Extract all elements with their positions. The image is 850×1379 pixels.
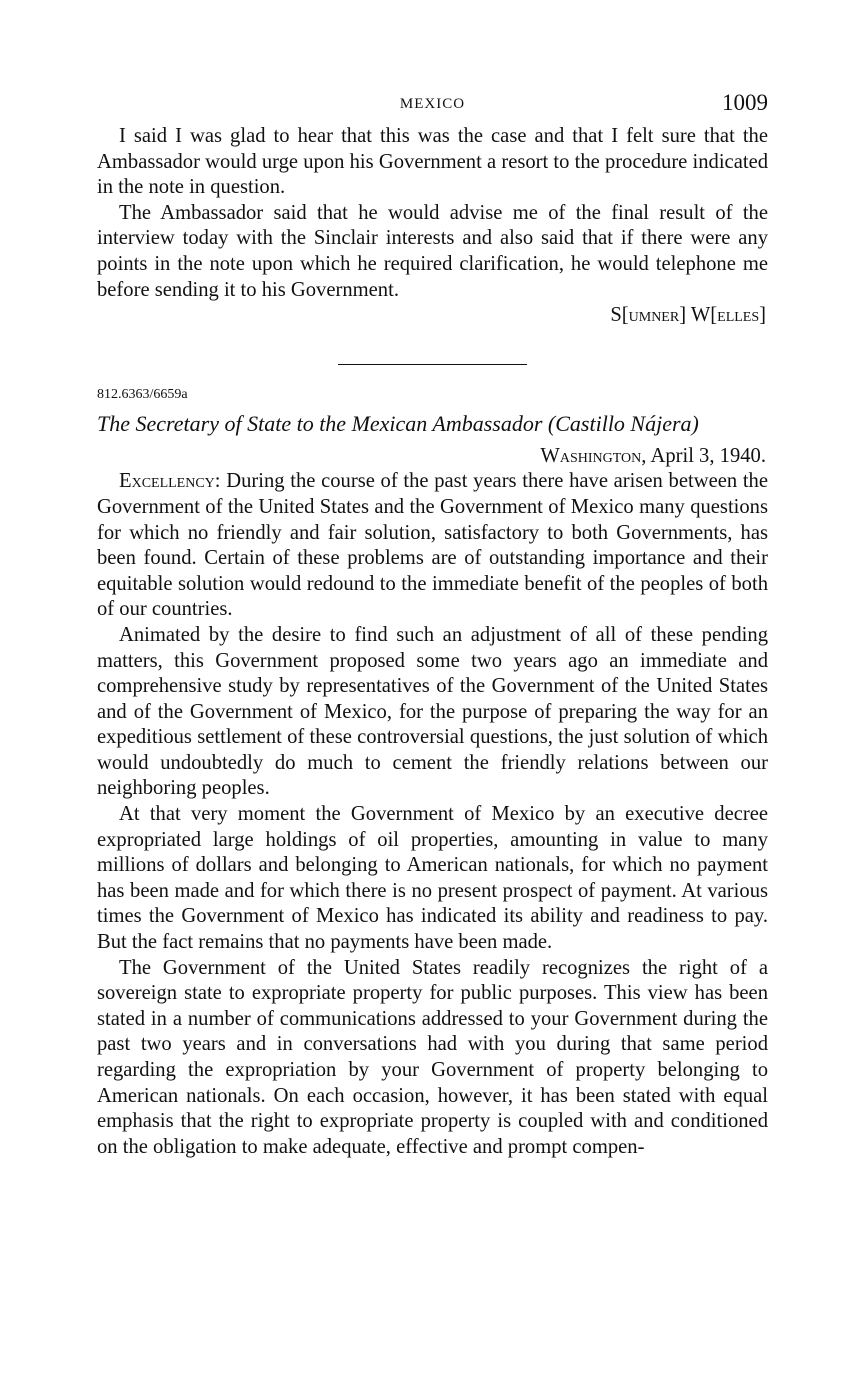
- letter-paragraph: Animated by the desire to find such an adjustment of all of these pending matters, this Government proposed some two years ago an immediate and comprehensive study by representatives of the Government of the United States and of the Government of Mexico, for the purpose of preparing the way for an expeditious settlement of these controversial questions, the just solution of which would undoubtedly do much to cement the friendly relations between our neighboring peoples.: [97, 623, 768, 800]
- signature-initial: W: [690, 304, 711, 327]
- page-number: 1009: [722, 90, 768, 115]
- letter-paragraph-text: During the course of the past years there have arisen between the Government of the United States and the Government of Mexico many questions for which no friendly and fair solution, satisfactory to both Governments, has been found. Certain of these problems are of outstanding importance and their equitable solution would redound to the immediate benefit of the peoples of both of our countries.: [97, 470, 768, 621]
- letter-paragraph: At that very moment the Government of Mexico by an executive decree expropriated large holdings of oil properties, amounting in value to many millions of dollars and belonging to American nationals, for which no payment has been made and for which there is no present prospect of payment. At various times the Government of Mexico has indicated its ability and readiness to pay. But the fact remains that no payments have been made.: [97, 803, 768, 954]
- running-title: MEXICO: [399, 96, 466, 112]
- document-page: [97, 88, 768, 1160]
- document-title: The Secretary of State to the Mexican Ambassador (Castillo Nájera): [97, 410, 699, 436]
- continuation-paragraph: The Ambassador said that he would advise me of the final result of the interview today with the Sinclair interests and also said that if there were any points in the note upon which he required clarification, he would telephone me before sending it to his Government.: [97, 201, 768, 301]
- section-divider: [338, 364, 527, 365]
- signature: S[umner] W[elles]: [610, 304, 766, 327]
- dateline: [97, 444, 766, 470]
- letter-paragraph: Excellency: During the course of the past years there have arisen between the Government of the United States and the Government of Mexico many questions for which no friendly and fair solution, satisfactory to both Governments, has been found. Certain of these problems are of outstanding importance and their equitable solution would redound to the immediate benefit of the peoples of both of our countries.: [97, 470, 768, 621]
- running-header: [97, 88, 768, 124]
- signature-bracketed: elles: [717, 304, 760, 327]
- document-title-text: The Secretary of State to the Mexican Ambassador: [97, 410, 543, 436]
- document-title-name: Castillo Nájera: [555, 410, 692, 436]
- dateline-date: , April 3, 1940.: [641, 444, 766, 467]
- dateline-place: Washington: [540, 444, 642, 467]
- file-number: 812.6363/6659a: [97, 386, 188, 402]
- continuation-paragraph: I said I was glad to hear that this was the case and that I felt sure that the Ambassador would urge upon his Government a resort to the procedure indicated in the note in question.: [97, 125, 768, 199]
- letter-paragraph: The Government of the United States readily recognizes the right of a sovereign state to expropriate property for public purposes. This view has been stated in a number of communications addressed to your Government during the past two years and in conversations had with you during that same period regarding the expropriation by your Government of property belonging to American nationals. On each occasion, however, it has been stated with equal emphasis that the right to expropriate property is coupled with and conditioned on the obligation to make adequate, effective and prompt compen-: [97, 956, 768, 1158]
- signature-initial: S: [610, 304, 622, 327]
- signature-bracketed: umner: [628, 304, 680, 327]
- salutation: Excellency: [119, 470, 215, 493]
